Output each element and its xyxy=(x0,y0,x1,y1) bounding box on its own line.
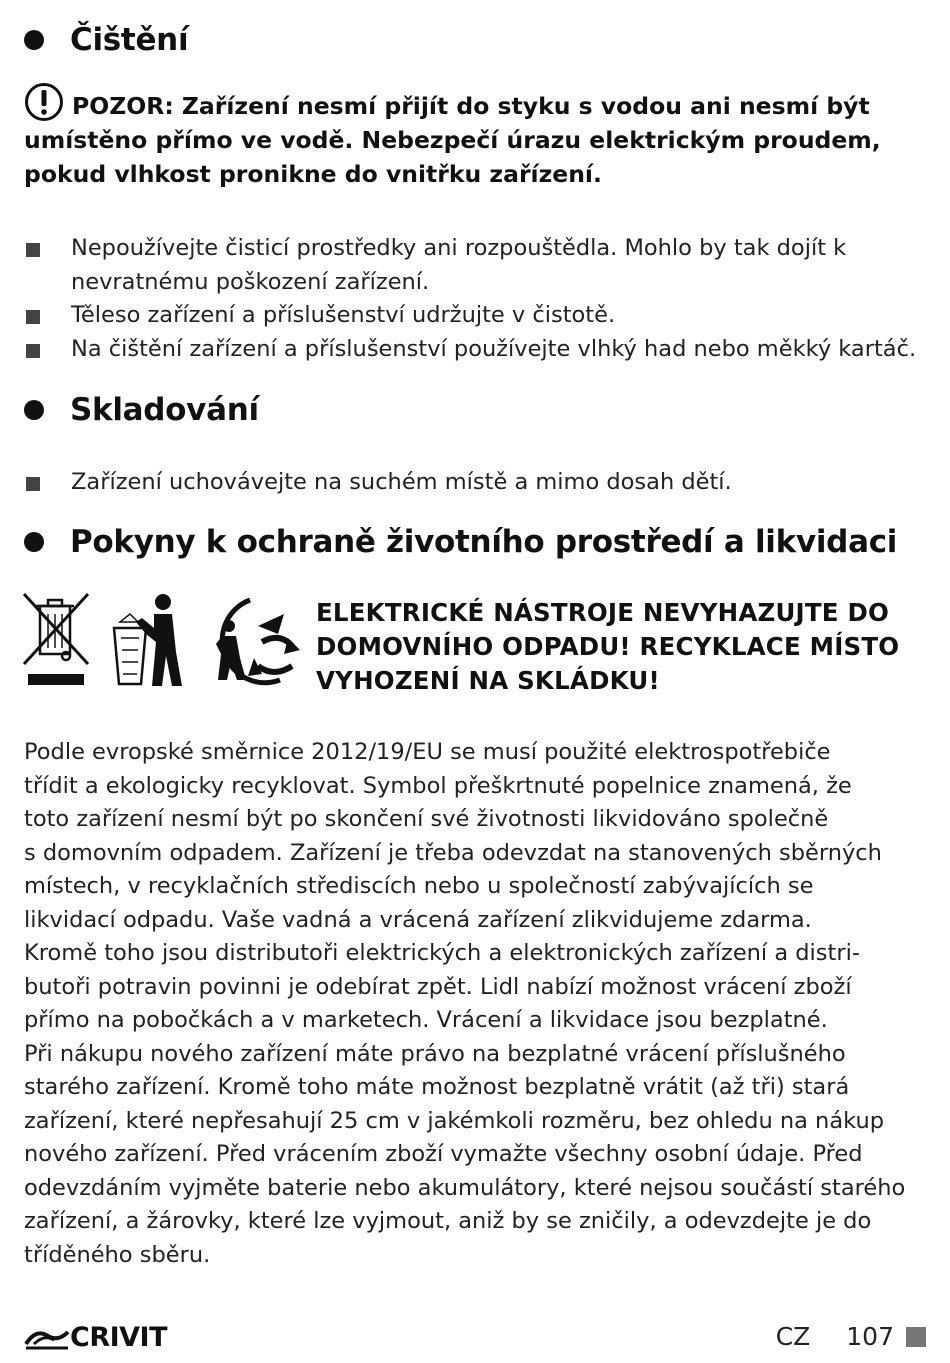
text-line: toto zařízení nesmí být po skončení své životnosti likvidováno společně xyxy=(24,806,829,832)
list-item: Na čištění zařízení a příslušenství používejte vlhký had nebo měkký kartáč. xyxy=(24,333,929,367)
heading-bullet xyxy=(24,532,44,552)
page-marker-icon xyxy=(906,1327,926,1347)
disposal-notice: ELEKTRICKÉ NÁSTROJE NEVYHAZUJTE DO DOMOVNÍHO ODPADU! RECYKLACE MÍSTO VYHOZENÍ NA SKLÁDKU! xyxy=(316,598,900,695)
language-code: CZ xyxy=(775,1322,811,1351)
heading-bullet xyxy=(24,30,44,50)
text-line: s domovním odpadem. Zařízení je třeba odevzdat na stanovených sběrných xyxy=(24,839,882,866)
section-heading-disposal xyxy=(24,524,897,560)
disposal-body-text xyxy=(24,736,934,1272)
disposal-symbols xyxy=(22,592,302,696)
section-heading-storage xyxy=(24,392,259,428)
square-bullet-icon xyxy=(26,243,40,257)
brand-logo xyxy=(24,1322,167,1353)
text-line: odevzdáním vyjměte baterie nebo akumulátory, které nejsou součástí starého xyxy=(24,1174,906,1201)
page-number: 107 xyxy=(846,1322,894,1351)
brand-wave-icon xyxy=(24,1326,70,1350)
square-bullet-icon xyxy=(26,477,40,491)
text-line: zařízení, které nepřesahují 25 cm v jakémkoli rozměru, bez ohledu na nákup xyxy=(24,1107,884,1134)
heading-bullet xyxy=(24,400,44,420)
text-line: Podle evropské směrnice 2012/19/EU se musí použité elektrospotřebiče xyxy=(24,739,831,765)
cleaning-bullet-list xyxy=(24,232,929,366)
list-item: Těleso zařízení a příslušenství udržujte v čistotě. xyxy=(24,299,929,333)
heading-text: Čištění xyxy=(70,22,189,58)
crossed-out-bin-icon xyxy=(24,594,88,685)
warning-text: POZOR: Zařízení nesmí přijít do styku s vodou ani nesmí být umístěno přímo ve vodě. Nebezpečí úrazu elektrickým proudem, pokud vlhkost pronikne do vnitřku zařízení. xyxy=(24,92,881,188)
list-item: Zařízení uchovávejte na suchém místě a mimo dosah dětí. xyxy=(24,466,929,500)
heading-text: Pokyny k ochraně životního prostředí a likvidaci xyxy=(70,524,898,560)
text-line: nového zařízení. Před vrácením zboží vymažte všechny osobní údaje. Před xyxy=(24,1141,863,1167)
text-line: likvidací odpadu. Vaše vadná a vrácená zařízení zlikvidujeme zdarma. xyxy=(24,906,812,933)
warning-notice xyxy=(24,82,904,191)
exclamation-warning-icon xyxy=(24,82,64,122)
list-item: Nepoužívejte čisticí prostředky ani rozpouštědla. Mohlo by tak dojít k nevratnému poškození zařízení. xyxy=(24,232,929,299)
text-line: zařízení, a žárovky, které lze vyjmout, aniž by se zničily, a odevzdejte je do xyxy=(24,1208,872,1234)
brand-name: CRIVIT xyxy=(70,1322,168,1353)
section-heading-cleaning xyxy=(24,22,188,58)
text-line: místech, v recyklačních střediscích nebo u společností zabývajících se xyxy=(24,873,814,899)
text-line: tříděného sběru. xyxy=(24,1241,211,1268)
triman-recycling-icon xyxy=(216,600,300,683)
square-bullet-icon xyxy=(26,344,40,358)
text-line: Kromě toho jsou distributoři elektrických a elektronických zařízení a distri- xyxy=(24,940,860,966)
page-footer xyxy=(776,1322,926,1351)
text-line: přímo na pobočkách a v marketech. Vrácení a likvidace jsou bezplatné. xyxy=(24,1007,828,1033)
tidy-man-icon xyxy=(114,594,182,686)
text-line: butoři potravin povinni je odebírat zpět. Lidl nabízí možnost vrácení zboží xyxy=(24,973,852,1000)
storage-bullet-list xyxy=(24,466,929,500)
square-bullet-icon xyxy=(26,310,40,324)
text-line: Při nákupu nového zařízení máte právo na bezplatné vrácení příslušného xyxy=(24,1040,846,1067)
heading-text: Skladování xyxy=(70,392,259,428)
text-line: starého zařízení. Kromě toho máte možnost bezplatně vrátit (až tři) stará xyxy=(24,1074,850,1100)
text-line: třídit a ekologicky recyklovat. Symbol přeškrtnuté popelnice znamená, že xyxy=(24,772,852,799)
